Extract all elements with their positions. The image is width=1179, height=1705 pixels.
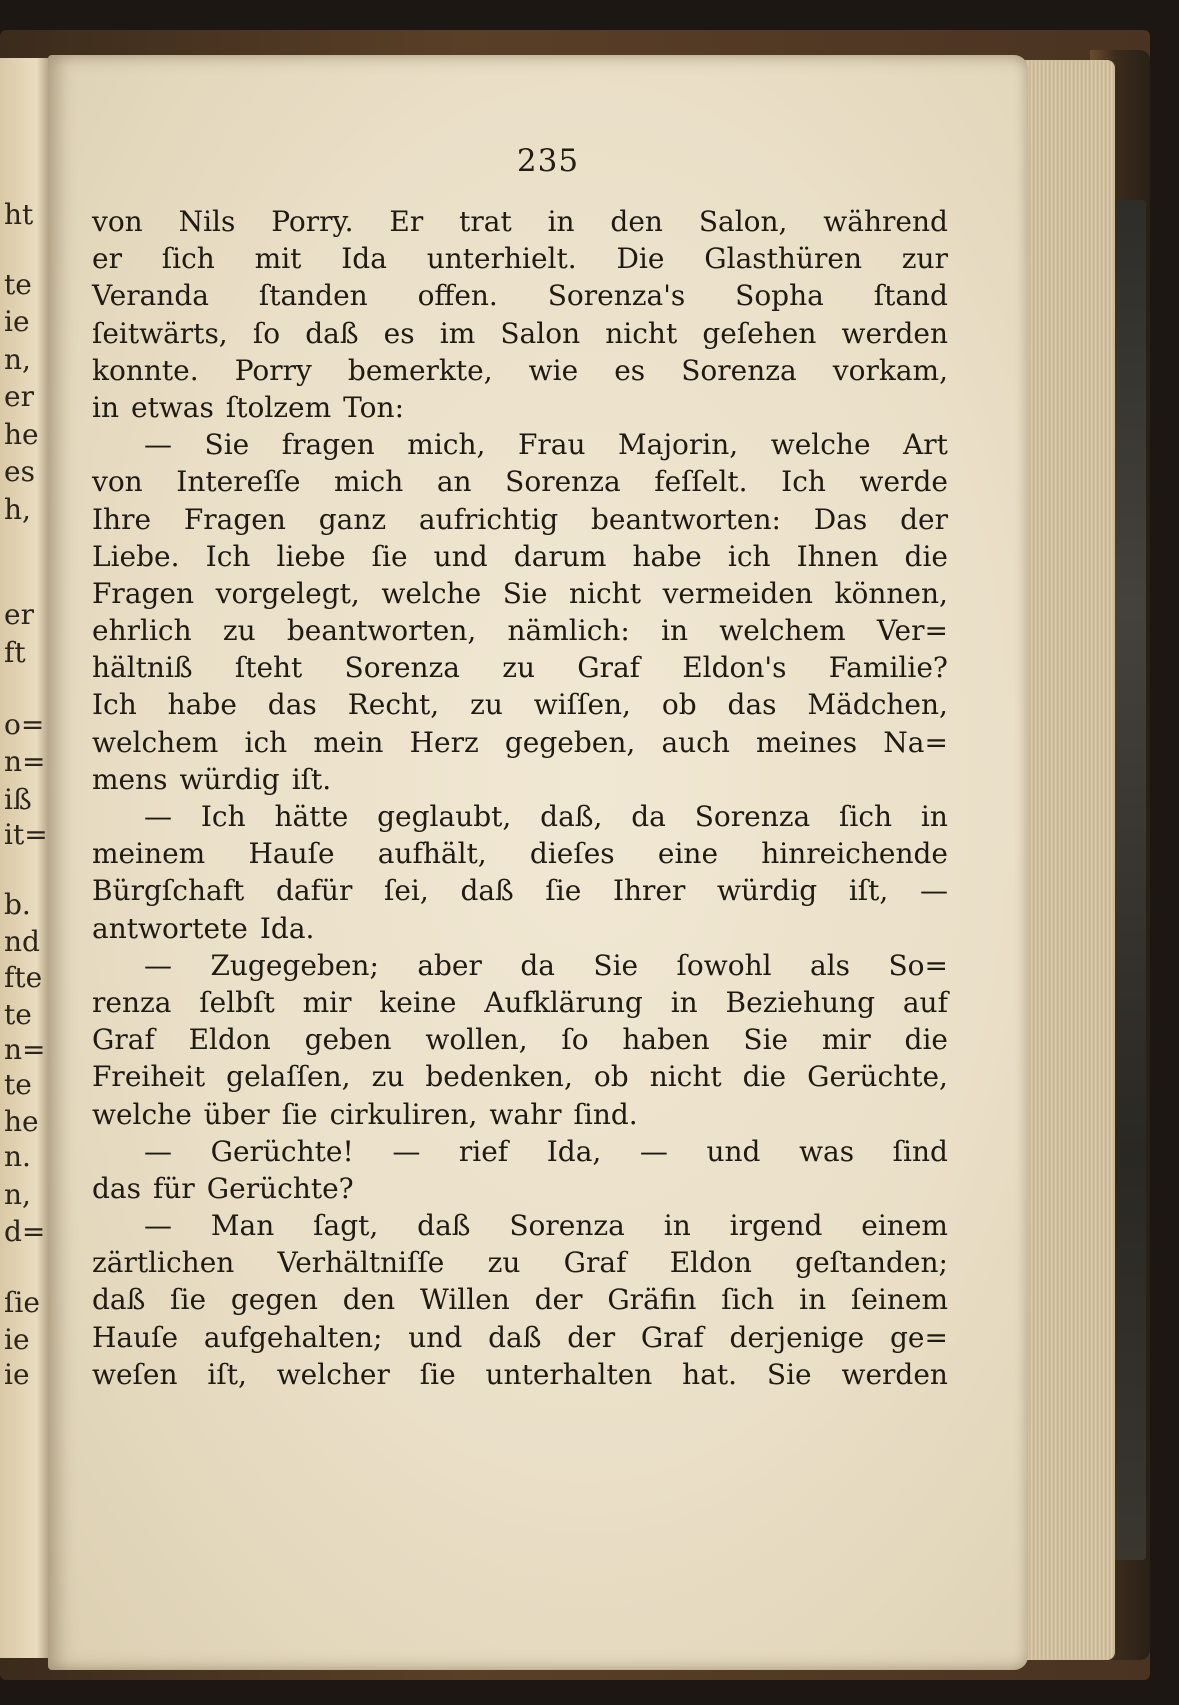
word: Familie? [828, 651, 948, 685]
text-line [92, 1133, 948, 1170]
word: zu [222, 614, 256, 648]
word: es [614, 353, 646, 387]
word: Gerüchte! [210, 1134, 354, 1168]
word: ſie [170, 1283, 207, 1317]
word: hältniß [92, 651, 193, 685]
left-page-fragment: ſie [4, 1286, 40, 1319]
word: und [408, 1320, 463, 1354]
word: — [919, 874, 948, 908]
text-line [92, 835, 948, 872]
text-line [92, 575, 948, 612]
word: werden [841, 1357, 948, 1391]
word: weſen [92, 1357, 178, 1391]
word: beantworten: [590, 502, 781, 536]
left-page-fragment: er [4, 598, 34, 631]
page-edges [1020, 60, 1115, 1660]
word: es [383, 316, 415, 350]
left-page-fragment: he [4, 418, 39, 451]
word: trat [459, 205, 512, 238]
left-page-fragment: nd [4, 925, 40, 958]
word: nicht [569, 576, 641, 610]
text-line [92, 649, 948, 686]
word: in [92, 390, 119, 424]
word: zu [487, 1246, 521, 1280]
word: das [92, 1171, 141, 1205]
word: das [727, 688, 777, 722]
word: Das [813, 502, 868, 536]
word: Salon, [698, 205, 788, 238]
word: der [534, 1283, 583, 1317]
word: gegen [230, 1283, 318, 1317]
word: eine [657, 837, 719, 871]
word: zur [901, 242, 948, 276]
word: Sorenza [694, 800, 811, 833]
word: Eldon [188, 1023, 271, 1057]
left-page-fragment: te [4, 998, 32, 1031]
word: fragen [281, 428, 375, 462]
page-number: 235 [516, 143, 580, 179]
word: Frau [517, 428, 586, 462]
word: Willen [420, 1283, 510, 1317]
text-line [92, 426, 948, 463]
word: welcher [276, 1357, 390, 1391]
left-page-fragment: he [4, 1105, 39, 1138]
word: bemerkte, [347, 353, 493, 387]
text-line [92, 947, 948, 984]
text-line [92, 1021, 948, 1058]
word: mich [334, 465, 404, 499]
word: beantworten, [286, 614, 477, 648]
word: vermeiden [662, 576, 813, 610]
text-line [92, 501, 948, 538]
word: irgend [729, 1209, 823, 1243]
word: Sie [743, 1023, 789, 1057]
word: wiſſen, [533, 688, 631, 722]
word: antwortete [92, 911, 248, 945]
word: ſie [371, 539, 408, 573]
word: ſie [419, 1357, 456, 1391]
word: vorgelegt, [215, 576, 360, 610]
word: unterhalten [485, 1357, 653, 1391]
word: habe [632, 539, 702, 573]
word: Sorenza [344, 651, 460, 685]
word: Graf [92, 1023, 155, 1057]
word: haben [622, 1023, 710, 1057]
word: in [920, 800, 948, 833]
word: daß [305, 316, 359, 350]
word: iſt, [848, 874, 889, 908]
text-line [92, 240, 948, 277]
word: meines [756, 725, 858, 759]
word: hätte [274, 800, 349, 833]
book-page [48, 55, 1028, 1670]
word: in [661, 614, 689, 648]
word: Graf [577, 651, 641, 685]
word: Liebe. [92, 539, 180, 573]
word: vorkam, [832, 353, 948, 387]
left-page-fragment: n, [4, 343, 31, 376]
word: mir [302, 985, 352, 1019]
text-line [92, 538, 948, 575]
word: Ida [341, 242, 387, 276]
word: Ida, [546, 1134, 602, 1168]
word: den [610, 205, 663, 238]
word: mich, [407, 428, 486, 462]
word: würdig [179, 762, 280, 796]
word: renza [92, 985, 172, 1019]
word: daß [92, 1283, 146, 1317]
word: aufgehalten; [203, 1320, 383, 1354]
word: im [439, 316, 476, 350]
word: mens [92, 762, 168, 796]
word: geglaubt, [377, 800, 512, 833]
word: Ihrer [612, 874, 686, 908]
word: ſo [561, 1023, 589, 1057]
word: — [144, 1134, 172, 1168]
word: derjenige [729, 1320, 865, 1354]
word: Zugegeben; [210, 948, 379, 982]
word: welchem [92, 725, 219, 759]
word: darum [513, 539, 607, 573]
word: ſtolzem [225, 390, 332, 424]
word: ge= [889, 1320, 948, 1354]
text-line [92, 277, 948, 314]
word: die [742, 1060, 787, 1094]
word: Intereſſe [176, 465, 301, 499]
word: mein [313, 725, 384, 759]
word: welche [770, 428, 871, 462]
word: Sie [204, 428, 250, 462]
word: aufrichtig [418, 502, 559, 536]
word: — [144, 1209, 172, 1243]
word: Sie [766, 1357, 812, 1391]
word: Porry [234, 353, 312, 387]
word: Sorenza [681, 353, 797, 387]
word: Verhältniſſe [277, 1246, 445, 1280]
word: ob [593, 1060, 629, 1094]
word: werden [841, 316, 948, 350]
word: aufhält, [377, 837, 487, 871]
word: gelaſſen, [226, 1060, 351, 1094]
word: welche [381, 576, 482, 610]
word: bedenken, [425, 1060, 573, 1094]
word: ehrlich [92, 614, 192, 648]
word: Sorenza [509, 1209, 625, 1243]
word: etwas [131, 390, 214, 424]
left-page-fragment: n. [4, 1140, 31, 1173]
word: rief [458, 1134, 509, 1168]
text-line [92, 315, 948, 352]
word: können, [834, 576, 948, 610]
word: liebe [276, 539, 346, 573]
word: Herz [409, 725, 479, 759]
word: wie [528, 353, 579, 387]
text-line [92, 984, 948, 1021]
word: ſtanden [258, 279, 368, 313]
text-line [92, 352, 948, 389]
left-page-fragment: er [4, 380, 34, 413]
word: in [547, 205, 575, 238]
left-page-fragment: ft [4, 636, 26, 669]
word: welchem [719, 614, 846, 648]
word: zu [470, 688, 503, 722]
word: daß [460, 874, 514, 908]
word: Sopha [735, 279, 824, 313]
word: Sie [593, 948, 639, 982]
left-page-fragment: ie [4, 1323, 30, 1356]
text-line [92, 1244, 948, 1281]
word: in [799, 1283, 827, 1317]
word: Gräfin [607, 1283, 697, 1317]
word: Die [616, 242, 665, 276]
word: daß, [540, 800, 603, 833]
word: Ihnen [796, 539, 879, 573]
word: Eldon's [682, 651, 787, 685]
word: ſeinem [850, 1283, 948, 1317]
word: Er [389, 205, 424, 238]
word: nicht [605, 316, 678, 350]
word: der [567, 1320, 616, 1354]
left-page-fragment: es [4, 455, 35, 488]
word: ſteht [234, 651, 303, 685]
word: ſelbſt [199, 985, 275, 1019]
text-line [92, 1058, 948, 1095]
word: — [144, 948, 172, 982]
text-line [92, 724, 948, 761]
word: und [433, 539, 488, 573]
left-page-fragment: te [4, 268, 32, 301]
word: ich [727, 539, 771, 573]
word: ganz [318, 502, 387, 536]
text-line [92, 910, 948, 947]
word: geſehen [702, 316, 817, 350]
word: Man [210, 1209, 275, 1243]
word: wahr [489, 1097, 562, 1131]
word: ich [244, 725, 288, 759]
word: von [92, 465, 143, 499]
word: keine [379, 985, 457, 1019]
left-page-fragment: n, [4, 1178, 31, 1211]
left-page-fragment: it= [4, 818, 48, 851]
word: iſt, [207, 1357, 247, 1391]
word: ſie [281, 1097, 318, 1131]
word: Hauſe [92, 1320, 179, 1354]
word: Ihre [92, 502, 152, 536]
word: zu [502, 651, 535, 685]
word: ſeitwärts, [92, 316, 228, 350]
text-line [92, 872, 948, 909]
word: ſo [252, 316, 281, 350]
left-page-fragment: iß [4, 783, 32, 816]
word: nicht [649, 1060, 722, 1094]
text-line [92, 761, 948, 798]
left-page-fragment: ie [4, 1358, 30, 1391]
word: auf [902, 985, 948, 1019]
word: an [436, 465, 472, 499]
word: da [520, 948, 555, 982]
word: würdig [717, 874, 818, 908]
word: zärtlichen [92, 1246, 235, 1280]
word: — [144, 428, 172, 462]
word: ſie [545, 874, 582, 908]
left-page-fragment: n= [4, 745, 46, 778]
word: ſich [839, 800, 893, 833]
word: und [706, 1134, 761, 1168]
word: habe [167, 688, 237, 722]
word: Sorenza's [547, 279, 686, 313]
word: Veranda [92, 279, 209, 313]
word: Ver= [876, 614, 948, 648]
text-line [92, 1319, 948, 1356]
word: Ich [200, 800, 246, 833]
text-line [92, 1356, 948, 1393]
word: — [392, 1134, 421, 1168]
word: Fragen [183, 502, 286, 536]
word: Na= [883, 725, 948, 759]
word: Ida. [259, 911, 315, 945]
word: Sie [502, 576, 548, 610]
word: der [900, 502, 948, 536]
word: den [342, 1283, 396, 1317]
word: die [904, 539, 948, 573]
word: wollen, [425, 1023, 528, 1057]
word: mit [254, 242, 302, 276]
word: Salon [500, 316, 581, 350]
word: Graf [563, 1246, 627, 1280]
word: ſind [892, 1134, 948, 1168]
word: dafür [275, 874, 353, 908]
word: ſagt, [313, 1209, 379, 1243]
word: in [670, 985, 698, 1019]
word: zu [371, 1060, 405, 1094]
word: Graf [640, 1320, 704, 1354]
word: einem [861, 1209, 948, 1243]
word: daß [417, 1209, 471, 1243]
word: Ton: [343, 390, 404, 424]
word: Porry. [271, 205, 354, 238]
word: auch [661, 725, 730, 759]
word: meinem [92, 837, 206, 871]
text-line [92, 463, 948, 500]
text-line [92, 1207, 948, 1244]
word: welche [92, 1097, 192, 1131]
text-line [92, 1096, 948, 1133]
word: über [203, 1097, 270, 1131]
word: — [144, 800, 172, 833]
word: Aufklärung [484, 985, 643, 1019]
word: Recht, [347, 688, 440, 722]
left-page-fragment: b. [4, 888, 31, 921]
word: Gerüchte? [206, 1171, 354, 1205]
left-page-fragment: h, [4, 493, 31, 526]
word: als [810, 948, 851, 982]
word: er [92, 242, 122, 276]
word: konnte. [92, 353, 199, 387]
word: ſei, [384, 874, 429, 908]
word: geben [304, 1023, 392, 1057]
word: feſſelt. [654, 465, 748, 499]
word: Ich [781, 465, 826, 499]
left-page-fragment: ie [4, 305, 30, 338]
text-line [92, 798, 948, 835]
word: was [799, 1134, 855, 1168]
left-page-fragment: d= [4, 1215, 46, 1248]
word: hinreichende [761, 837, 948, 871]
word: cirkuliren, [329, 1097, 478, 1131]
word: Beziehung [725, 985, 875, 1019]
word: dieſes [529, 837, 615, 871]
left-page-fragment: fte [4, 961, 43, 994]
word: offen. [417, 279, 498, 313]
word: in [663, 1209, 691, 1243]
word: aber [417, 948, 482, 982]
word: ob [661, 688, 697, 722]
text-line [92, 1170, 948, 1207]
word: Art [903, 428, 948, 462]
word: Nils [178, 205, 236, 238]
word: Glasthüren [704, 242, 862, 276]
left-page-fragment: ht [4, 198, 34, 231]
text-line [92, 203, 948, 240]
word: hat. [682, 1357, 738, 1391]
word: ſowohl [676, 948, 772, 982]
word: Freiheit [92, 1060, 206, 1094]
word: Ich [92, 688, 137, 722]
word: Majorin, [618, 428, 739, 462]
word: Sorenza [505, 465, 621, 499]
word: Ich [205, 539, 251, 573]
text-line [92, 686, 948, 723]
word: ſich [161, 242, 215, 276]
text-line [92, 389, 948, 426]
word: für [153, 1171, 195, 1205]
text-line [92, 1281, 948, 1318]
word: während [823, 205, 948, 238]
word: die [904, 1023, 948, 1057]
word: mir [821, 1023, 871, 1057]
left-page-fragment: o= [4, 708, 45, 741]
word: von [92, 205, 143, 238]
word: ſtand [873, 279, 948, 313]
word: gegeben, [504, 725, 636, 759]
word: Hauſe [248, 837, 335, 871]
text-line [92, 612, 948, 649]
page-text [92, 203, 948, 1393]
left-page-fragment: te [4, 1068, 32, 1101]
word: da [631, 800, 666, 833]
word: das [267, 688, 317, 722]
previous-page-fragment [0, 58, 52, 1658]
word: Mädchen, [807, 688, 948, 722]
word: So= [888, 948, 948, 982]
word: geſtanden; [795, 1246, 948, 1280]
word: Bürgſchaft [92, 874, 245, 908]
word: Eldon [669, 1246, 752, 1280]
word: ſich [721, 1283, 775, 1317]
word: daß [488, 1320, 542, 1354]
word: Gerüchte, [807, 1060, 948, 1094]
word: iſt. [291, 762, 332, 796]
word: werde [859, 465, 948, 499]
word: — [639, 1134, 668, 1168]
word: nämlich: [507, 614, 630, 648]
word: ſind. [573, 1097, 638, 1131]
word: Fragen [92, 576, 195, 610]
left-page-fragment: n= [4, 1033, 46, 1066]
word: unterhielt. [426, 242, 577, 276]
